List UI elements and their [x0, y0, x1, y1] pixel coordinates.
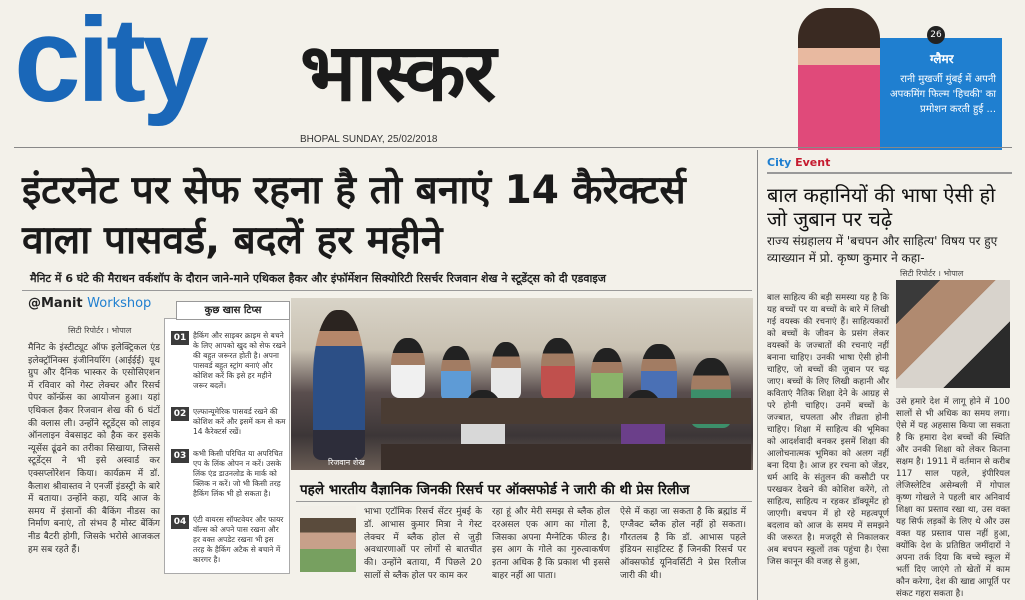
event-body-col2: उसे हमारे देश में लागू होने में 100 सालों से भी अधिक का समय लगा। ऐसे में यह अहसास किया जा सकता है कि हमारा देश बच्चों की स्थिति और उनकी शिक्षा को लेकर कितना सक्षम है। 1911 में वर्तमान से करीब 117 साल पहले, इंपीरियल लेजिस्लेटिव असेम्बली में गोपाल कृष्ण गोखले ने पहली बार अनिवार्य शिक्षा का प्रस्ताव रखा था, उस वक्त यह सिर्फ लड़कों के लिए थे और उस वक्त यह प्रस्ताव पास नहीं हुआ, क्योंकि देश के प्रतिष्ठित जमींदारों ने अपना तर्क दिया कि बच्चे स्कूल में भर्ती दिए जाएंगे तो खेतों में काम कौन करेगा, देश की खाद्य आपूर्ति पर संकट गहरा सकता है।	[896, 397, 1010, 599]
event-headline: बाल कहानियों की भाषा ऐसी हो जो जुबान पर चढ़े	[767, 183, 996, 231]
tip-number: 02	[171, 407, 189, 421]
dateline: BHOPAL SUNDAY, 25/02/2018	[300, 134, 438, 145]
sub-body-col1: भाभा एटॉमिक रिसर्च सेंटर मुंबई के डॉ. आभास कुमार मित्रा ने गेस्ट लेक्चर में ब्लैक होल से जुड़ी अवधारणाओं पर लोगों से बातचीत की। उन्होंने बताया, मैं पिछले 20 सालों से ब्लैक होल पर काम कर	[364, 507, 482, 581]
event-subhead: राज्य संग्रहालय में 'बचपन और साहित्य' विषय पर हुए व्याख्यान में प्रो. कृष्ण कुमार ने कहा-	[767, 234, 998, 265]
sub-body-col2: रहा हूं और मेरी समझ से ब्लैक होल दरअसल एक आग का गोला है, जिसका अपना मैग्नेटिक फील्ड है। इस आग के गोले का गुरुत्वाकर्षण इतना अधिक है कि प्रकाश भी इससे बाहर नहीं आ पाता।	[492, 507, 610, 581]
event-rule	[767, 172, 1012, 174]
column-divider	[757, 150, 758, 600]
main-subhead: मैनिट में 6 घंटे की मैराथन वर्कशॉप के दौरान जाने-माने एथिकल हैकर और इंफॉर्मेशन सिक्योरिटी रिसर्चर रिजवान शेख ने स्टूडेंट्स को दी एडवाइज	[30, 272, 606, 285]
sub-headline: पहले भारतीय वैज्ञानिक जिनकी रिसर्च पर ऑक्सफोर्ड ने जारी की थी प्रेस रिलीज	[300, 482, 690, 498]
event-label	[767, 156, 830, 169]
photo-credit: रिजवान शेख	[328, 458, 365, 467]
main-byline: सिटी रिपोर्टर । भोपाल	[68, 326, 132, 335]
subhead-rule	[22, 290, 752, 291]
event-body-col1: बाल साहित्य की बड़ी समस्या यह है कि यह बच्चों पर या बच्चों के बारे में लिखी गई वयस्क की रचनाएं हैं। साहित्यकारों को बच्चों के जीवन के प्रसंग लेकर वयस्कों के जज्बातों की रचनाएं नहीं बनाना चाहिए। उनकी भाषा ऐसी होनी चाहिए, जो बच्चों की जुबान पर चढ़ जाए। बच्चों के लिए लिखी कहानी और कविताएं नैतिक शिक्षा देने के आग्रह से परे होनी चाहिए। उनमें बच्चों के जज्बात, चपलता और तीव्रता होनी चाहिए। शिक्षा में साहित्य की भूमिका को आदर्शवादी बनकर इसमें शिक्षा की आलोचनात्मक भूमिका को अलग नहीं बना दिया है। आज हर रचना को जेंडर, धर्म आदि के संतुलन की कसौटी पर परखकर देखने की कोशिश करेंगे, तो साहित्य, साहित्य न रहकर डॉक्यूमेंट हो जाएगी। बचपन में हो रहे महत्वपूर्ण बदलाव को आज के समय में समझने की जरूरत है। मजदूरी से निकालकर अब बचपन स्कूलों तक पहुंचा है। ऐसा जिस कानून की वजह से हुआ,	[767, 293, 889, 567]
tip-number: 04	[171, 515, 189, 529]
logo-city: city	[14, 0, 205, 127]
scientist-photo	[300, 506, 356, 572]
masthead-rule	[14, 147, 1012, 148]
section-prefix: @Manit	[28, 296, 83, 311]
main-body: मैनिट के इंस्टीट्यूट ऑफ इलेक्ट्रिकल एंड इलेक्ट्रॉनिक्स इंजीनियरिंग (आईईई) यूथ ग्रुप और दैनिक भास्कर के एसोसिएशन में रविवार को गेस्ट लेक्चर और रिसर्च पेपर कॉन्फ्रेंस का आयोजन हुआ। यहां एथिकल हैकर रिजवान शेख की 6 घंटों की क्लास ली। उन्होंने स्टूडेंट्स को लाइव ऑनलाइन वेबसाइट को हैक कर इसके न्यूसेंस ढूंढने का तरीका सिखाया, जिससे स्टूडेंट्स ने भी इसे अस्वार्ड कर एक्सप्लोरेशन किया। कार्यक्रम में डॉ. कैलाश श्रीवास्तव ने एनर्जी इंडस्ट्री के बारे में बताया। उन्होंने कहा, यदि आज के समय में इंसानों की बैकिंग नीडस का निर्माण बनाएं, तो संभव है मोस्ट बेंकिंग नीड बैटरी होगी, जिसके भरोसे आजकल हम सब रहते हैं।	[28, 343, 160, 555]
page-number-badge: 26	[927, 26, 945, 44]
tip-text: कभी किसी परिचित या अपरिचित एप के लिंक ओपन न करें। उसके लिंक एंड डाउनलोड के मार्क को क्लिक न करें। जो भी किसी तरह हैकिंग लिंक भी हो सकता है।	[193, 449, 283, 498]
tip-text: एल्फान्यूमेरिक पासवर्ड रखने की कोशिश करें और इसमें कम से कम 14 कैरेक्टर्स रखें।	[193, 407, 286, 436]
tip-text: हैकिंग और साइबर क्राइम से बचने के लिए आपको खुद को सेफ रखने की बहुत जरूरत होती है। अपना पासवर्ड बहुत स्ट्रांग बनाएं और कोशिश करें कि इसे हर महीने जरूर बदलें।	[193, 331, 286, 390]
promo-caption: रानी मुखर्जी मुंबई में अपनी अपकमिंग फिल्म 'हिचकी' का प्रमोशन करती हुई ...	[889, 74, 996, 115]
classroom-photo	[291, 298, 753, 470]
promo-tag: ग्लैमर	[930, 52, 954, 66]
tip-number: 03	[171, 449, 189, 463]
logo-bhaskar: भास्कर	[300, 26, 495, 119]
speaker-photo	[896, 280, 1010, 388]
sub-body-col3: ऐसे में कहा जा सकता है कि ब्रह्मांड में एग्जैक्ट ब्लैक होल नहीं हो सकता। गौरतलब है कि डॉ. आभास पहले इंडियन साइंटिस्ट हैं जिनकी रिसर्च पर ऑक्सफोर्ड यूनिवर्सिटी ने प्रेस रिलीज जारी की थी।	[620, 507, 746, 581]
sub-rule	[296, 501, 752, 502]
event-label-event: Event	[795, 156, 831, 169]
section-suffix: Workshop	[87, 296, 152, 311]
event-label-city: City	[767, 156, 792, 169]
main-headline: इंटरनेट पर सेफ रहना है तो बनाएं 14 कैरेक्टर्स वाला पासवर्ड, बदलें हर महीने	[22, 168, 686, 263]
event-byline: सिटी रिपोर्टर । भोपाल	[900, 269, 964, 278]
tips-title: कुछ खास टिप्स	[176, 301, 290, 320]
section-tag	[28, 296, 151, 311]
promo-photo	[798, 8, 880, 150]
tip-number: 01	[171, 331, 189, 345]
tip-text: एंटी वायरस सॉफ्टवेयर और फायर वॉल्स को अपने पास रखना और हर वक्त अपडेट रखना भी इस तरह के हैकिंग अटैक से बचाने में कारगर है।	[193, 515, 284, 564]
tips-box	[164, 318, 290, 574]
